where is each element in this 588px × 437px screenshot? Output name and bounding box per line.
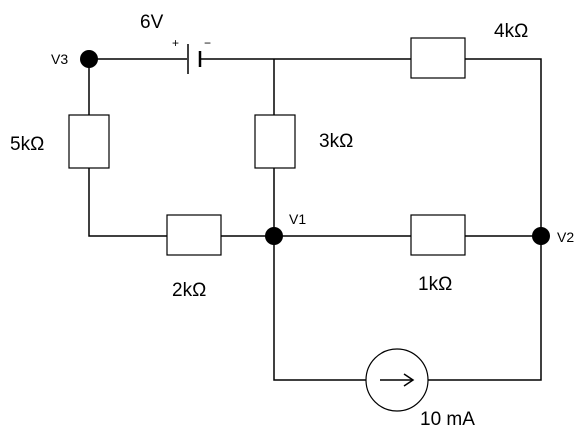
resistor-5k xyxy=(69,115,109,168)
battery-plus-sign: + xyxy=(172,36,180,50)
wire-bottom-right xyxy=(428,237,541,380)
battery-minus-sign: − xyxy=(204,36,212,50)
node-v1-dot xyxy=(265,227,283,245)
current-source-label: 10 mA xyxy=(420,409,475,430)
resistor-1k-label: 1kΩ xyxy=(418,274,453,295)
nodes xyxy=(80,50,550,245)
node-v2-label: V2 xyxy=(557,229,575,245)
node-v3-label: V3 xyxy=(51,51,69,67)
resistor-3k xyxy=(255,115,295,168)
resistor-3k-label: 3kΩ xyxy=(319,131,354,152)
node-v3-dot xyxy=(80,50,98,68)
battery-6v xyxy=(140,12,211,74)
current-source xyxy=(366,349,475,430)
resistor-4k xyxy=(411,38,465,78)
resistors xyxy=(69,38,465,255)
resistor-1k xyxy=(411,215,465,255)
battery-voltage-label: 6V xyxy=(140,12,164,33)
resistor-2k-label: 2kΩ xyxy=(172,280,207,301)
node-v2-dot xyxy=(532,227,550,245)
node-v1-label: V1 xyxy=(289,211,307,227)
resistor-2k xyxy=(167,215,221,255)
wire-left-lower xyxy=(89,168,167,236)
wires xyxy=(89,59,541,380)
wire-top-right xyxy=(465,59,541,237)
resistor-5k-label: 5kΩ xyxy=(10,134,45,155)
wire-bottom-left xyxy=(274,236,366,380)
resistor-4k-label: 4kΩ xyxy=(494,21,529,42)
